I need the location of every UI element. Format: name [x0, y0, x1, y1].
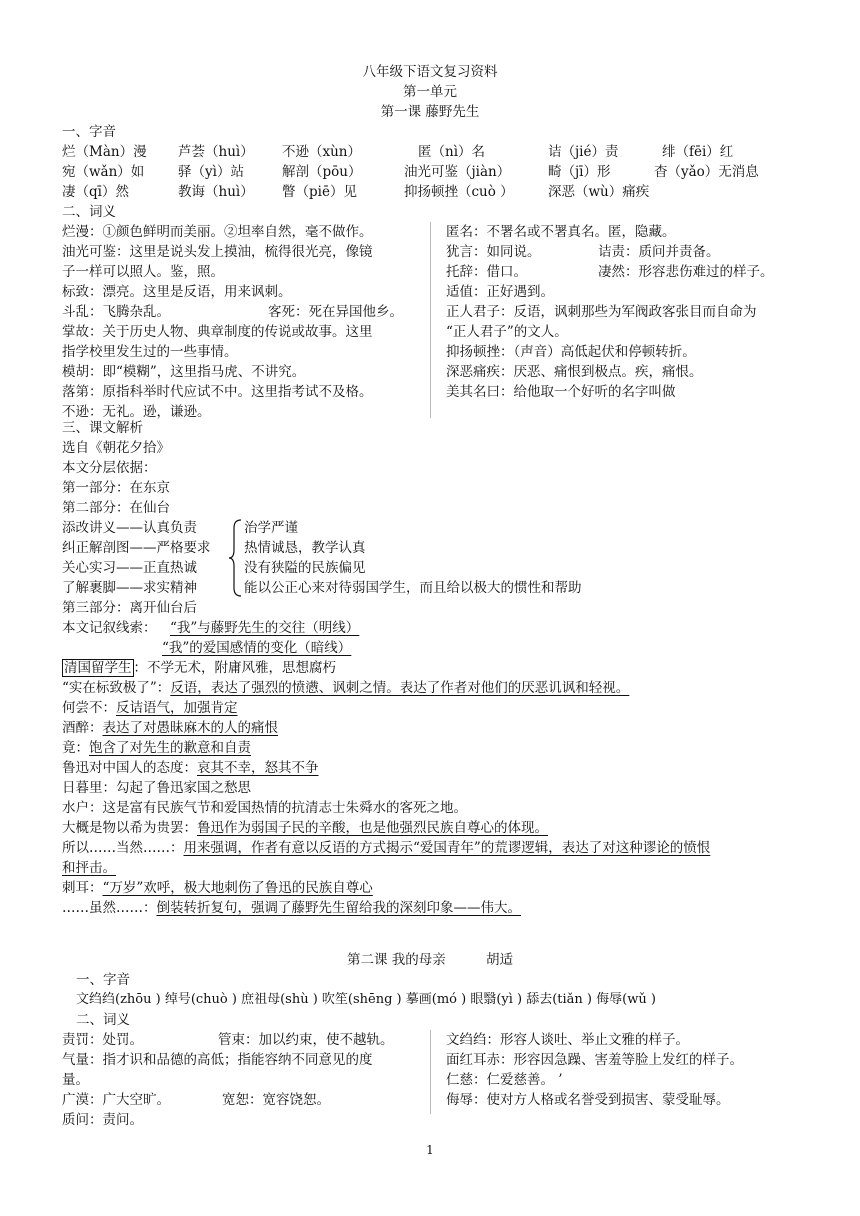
vocab-entry: 匿名：不署名或不署真名。匿，隐藏。	[446, 224, 676, 240]
vocab-entry: 烂漫：①颜色鲜明而美丽。②坦率自然，毫不做作。	[62, 224, 373, 240]
vocab-entry: 掌故：关于历史人物、典章制度的传说或故事。这里	[62, 324, 373, 340]
trait-item: 热情诚恳，教学认真	[244, 540, 366, 556]
event-item: 关心实习——正直热诚	[62, 560, 197, 576]
vocab-entry: 气量：指才识和品德的高低；指能容纳不同意见的度	[62, 1052, 373, 1068]
column-divider	[430, 222, 431, 418]
lesson2-title: 第二课 我的母亲	[347, 952, 446, 968]
note-line: 鲁迅对中国人的态度：哀其不幸，怒其不争	[62, 760, 319, 776]
vocab-entry: 适值：正好遇到。	[446, 284, 554, 300]
clue-hidden: “我”的爱国感情的变化（暗线）	[162, 640, 352, 656]
trait-item: 能以公正心来对待弱国学生，而且给以极大的惯性和帮助	[244, 580, 582, 596]
vocab-entry: 托辞：借口。	[446, 264, 527, 280]
pron-item: 宛（wǎn）如	[62, 164, 145, 180]
pron-item: 杳（yǎo）无消息	[654, 164, 759, 180]
vocab-entry: 模胡：即“模糊”，这里指马虎、不讲究。	[62, 364, 306, 380]
vocab-entry: 指学校里发生过的一些事情。	[62, 344, 238, 360]
vocab-entry: 管束：加以约束，使不越轨。	[218, 1032, 394, 1048]
note-line: 所以……当然……：用来强调，作者有意以反语的方式揭示“爱国青年”的荒谬逻辑，表达了对这种谬论的愤恨	[62, 840, 711, 856]
event-item: 添改讲义——认真负责	[62, 520, 197, 536]
vocab-entry: 深恶痛疾：厌恶、痛恨到极点。疾，痛恨。	[446, 364, 703, 380]
vocab-entry: 标致：漂亮。这里是反语，用来讽刺。	[62, 284, 292, 300]
note-line: 刺耳：“万岁”欢呼，极大地刺伤了鲁迅的民族自尊心	[62, 880, 373, 896]
vocab-entry: 斗乱：飞腾杂乱。	[62, 304, 170, 320]
note-line: “实在标致极了”：反语，表达了强烈的愤懑、讽刺之情。表达了作者对他们的厌恶讥讽和轻视。	[62, 680, 630, 696]
pron-item: 驿（yì）站	[178, 164, 244, 180]
pron-item: 畸（jī）形	[548, 164, 611, 180]
unit-title: 第一单元	[403, 84, 457, 100]
pron-item: 抑扬顿挫（cuò ）	[404, 184, 514, 200]
trait-item: 治学严谨	[244, 520, 298, 536]
clue-label: 本文记叙线索：	[62, 620, 157, 636]
vocab-entry: 客死：死在异国他乡。	[268, 304, 403, 320]
structure-basis: 本文分层依据：	[62, 460, 157, 476]
vocab-entry: 责罚：处罚。	[62, 1032, 143, 1048]
column-divider	[430, 1030, 431, 1114]
section-analysis: 三、课文解析	[62, 420, 143, 436]
note-line: 何尝不：反诘语气，加强肯定	[62, 700, 238, 716]
vocab-entry: 广漠：广大空旷。	[62, 1092, 170, 1108]
note-line: 清国留学生 ：不学无术，附庸风雅，思想腐朽	[64, 660, 336, 676]
vocab-entry: 侮辱：使对方人格或名誉受到损害、蒙受耻辱。	[446, 1092, 730, 1108]
lesson1-title: 第一课 藤野先生	[380, 104, 480, 120]
pron-item: 教诲（huì）	[178, 184, 254, 200]
note-line: 和抨击。	[62, 860, 116, 876]
note-line: 竟：饱含了对先生的歉意和自责	[62, 740, 251, 756]
vocab-entry: 量。	[62, 1072, 89, 1088]
vocab-entry: 正人君子：反语，讽刺那些为军阀政客张目而自命为	[446, 304, 757, 320]
note-line: 水户：这是富有民族气节和爱国热情的抗清志士朱舜水的客死之地。	[62, 800, 467, 816]
part-two: 第二部分：在仙台	[62, 500, 170, 516]
part-three: 第三部分：离开仙台后	[62, 600, 197, 616]
pron-item: 芦荟（huì）	[178, 144, 254, 160]
clue-main: “我”与藤野先生的交往（明线）	[170, 620, 360, 636]
vocab-entry: 抑扬顿挫：（声音）高低起伏和停顿转折。	[446, 344, 696, 360]
note-line: 大概是物以希为贵罢：鲁迅作为弱国子民的辛酸，也是他强烈民族自尊心的体现。	[62, 820, 548, 836]
boxed-term: 清国留学生	[64, 660, 132, 676]
pron-item: 烂（Màn）漫	[62, 144, 147, 160]
vocab-entry: 仁慈：仁爱慈善。 ’	[446, 1072, 563, 1088]
pron-item: 不逊（xùn）	[282, 144, 362, 160]
brace-icon	[228, 518, 244, 598]
source-line: 选自《朝花夕拾》	[62, 440, 170, 456]
vocab-entry: 凄然：形容悲伤难过的样子。	[598, 264, 774, 280]
part-one: 第一部分：在东京	[62, 480, 170, 496]
vocab-entry: 落第：原指科举时代应试不中。这里指考试不及格。	[62, 384, 373, 400]
pron-item: 凄（qī）然	[62, 184, 129, 200]
pron-item: 匿（nì）名	[418, 144, 486, 160]
vocab-entry: “正人君子”的文人。	[446, 324, 568, 340]
pron-item: 诘（jié）责	[548, 144, 619, 160]
pron-item: 绯（fēi）红	[662, 144, 734, 160]
note-line: ……虽然……：倒装转折复句，强调了藤野先生留给我的深刻印象——伟大。	[62, 900, 521, 916]
note-line: 日暮里：勾起了鲁迅家国之愁思	[62, 780, 251, 796]
pron-item: 深恶（wù）痛疾	[548, 184, 650, 200]
vocab-entry: 美其名曰：给他取一个好听的名字叫做	[446, 384, 676, 400]
pron-item: 油光可鉴（jiàn）	[404, 164, 511, 180]
vocab-entry: 犹言：如同说。	[446, 244, 541, 260]
vocab-entry: 面红耳赤：形容因急躁、害羞等脸上发红的样子。	[446, 1052, 743, 1068]
trait-item: 没有狭隘的民族偏见	[244, 560, 366, 576]
section-pronunciation: 一、字音	[62, 124, 116, 140]
section-vocabulary: 二、词义	[76, 1012, 130, 1028]
vocab-entry: 子一样可以照人。鉴，照。	[62, 264, 224, 280]
vocab-entry: 质问：责问。	[62, 1112, 143, 1128]
page-number: 1	[426, 1143, 434, 1157]
event-item: 纠正解剖图——严格要求	[62, 540, 211, 556]
doc-title: 八年级下语文复习资料	[362, 64, 498, 80]
vocab-entry: 诘责：质问并责备。	[598, 244, 720, 260]
section-pronunciation: 一、字音	[76, 972, 130, 988]
lesson2-author: 胡适	[486, 952, 513, 968]
vocab-entry: 文绉绉：形容人谈吐、举止文雅的样子。	[446, 1032, 689, 1048]
event-item: 了解裹脚——求实精神	[62, 580, 197, 596]
pron-item: 解剖（pōu）	[282, 164, 362, 180]
vocab-entry: 宽恕：宽容饶恕。	[222, 1092, 330, 1108]
section-vocabulary: 二、词义	[62, 204, 116, 220]
note-line: 酒醉：表达了对愚昧麻木的人的痛恨	[62, 720, 278, 736]
pron-item: 瞥（piē）见	[282, 184, 357, 200]
vocab-entry: 油光可鉴：这里是说头发上摸油，梳得很光亮，像镜	[62, 244, 373, 260]
pron-line: 文绉绉(zhōu ) 绰号(chuò ) 庶祖母(shù ) 吹笙(shēng ) 摹画(mó ) 眼翳(yì ) 舔去(tiǎn ) 侮辱(wǔ )	[76, 992, 656, 1007]
vocab-entry: 不逊：无礼。逊，谦逊。	[62, 404, 211, 420]
